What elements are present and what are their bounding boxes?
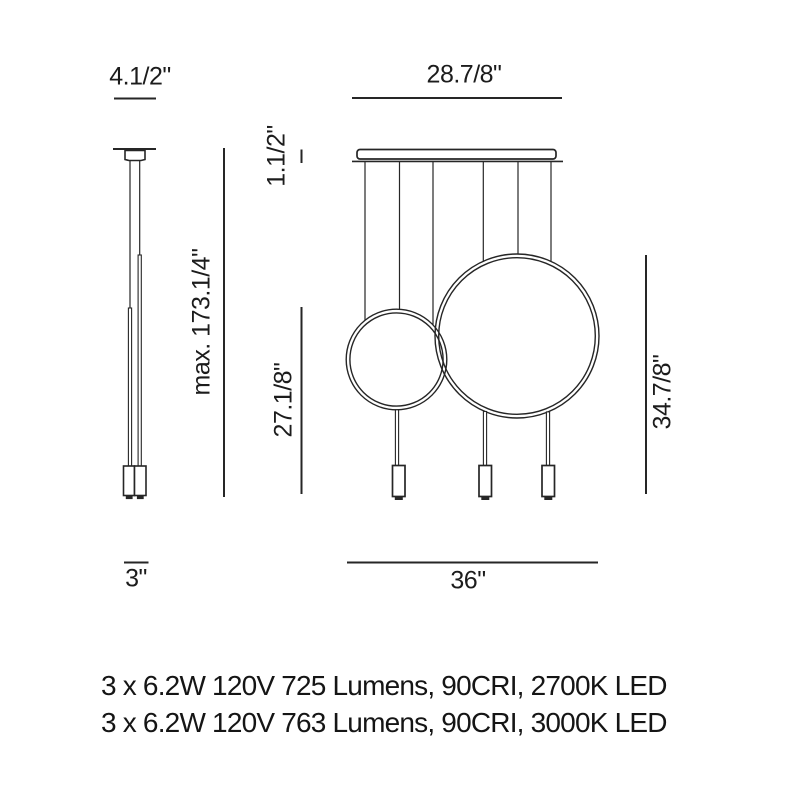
led-cylinder-2: [479, 466, 492, 497]
ring-large-outer: [435, 254, 599, 418]
led-spec-line-3000k: 3 x 6.2W 120V 763 Lumens, 90CRI, 3000K LED: [101, 707, 667, 738]
led-cylinder-cap: [137, 496, 144, 499]
dim-label-max-drop: max. 173.1/4": [187, 248, 216, 396]
drop-rod-2: [483, 412, 486, 467]
dim-label-canopy-height: 1.1/2": [262, 125, 291, 187]
dim-label-front-canopy-width: 28.7/8": [426, 60, 502, 89]
dim-label-side-canopy-width: 4.1/2": [109, 62, 171, 91]
ring-edge-on-large: [138, 255, 141, 466]
drop-rod-3: [546, 412, 549, 466]
front-canopy-bar: [357, 150, 556, 160]
drop-rod-1: [395, 410, 398, 466]
dim-label-large-ring-drop: 34.7/8": [648, 354, 677, 430]
led-cylinder-cap: [481, 497, 489, 500]
led-cylinder-1: [393, 466, 406, 497]
side-canopy: [125, 151, 145, 161]
dim-label-small-ring-drop: 27.1/8": [269, 362, 298, 438]
led-cylinder-3: [542, 466, 555, 497]
led-spec-text: [101, 667, 667, 741]
ring-small-inner: [350, 313, 443, 406]
front-view: [302, 98, 647, 563]
dim-label-total-width: 36": [450, 566, 486, 595]
ring-small-outer: [346, 309, 447, 410]
led-cylinder-cap: [395, 497, 403, 500]
ring-edge-on-small: [128, 308, 131, 466]
led-cylinder-side-left: [124, 466, 135, 496]
dim-label-fixture-depth: 3": [125, 564, 147, 593]
led-cylinder-cap: [544, 497, 552, 500]
led-cylinder-cap: [126, 496, 133, 499]
led-spec-line-2700k: 3 x 6.2W 120V 725 Lumens, 90CRI, 2700K LED: [101, 670, 667, 701]
led-cylinder-side-right: [135, 466, 147, 496]
ring-large-inner: [439, 258, 596, 415]
